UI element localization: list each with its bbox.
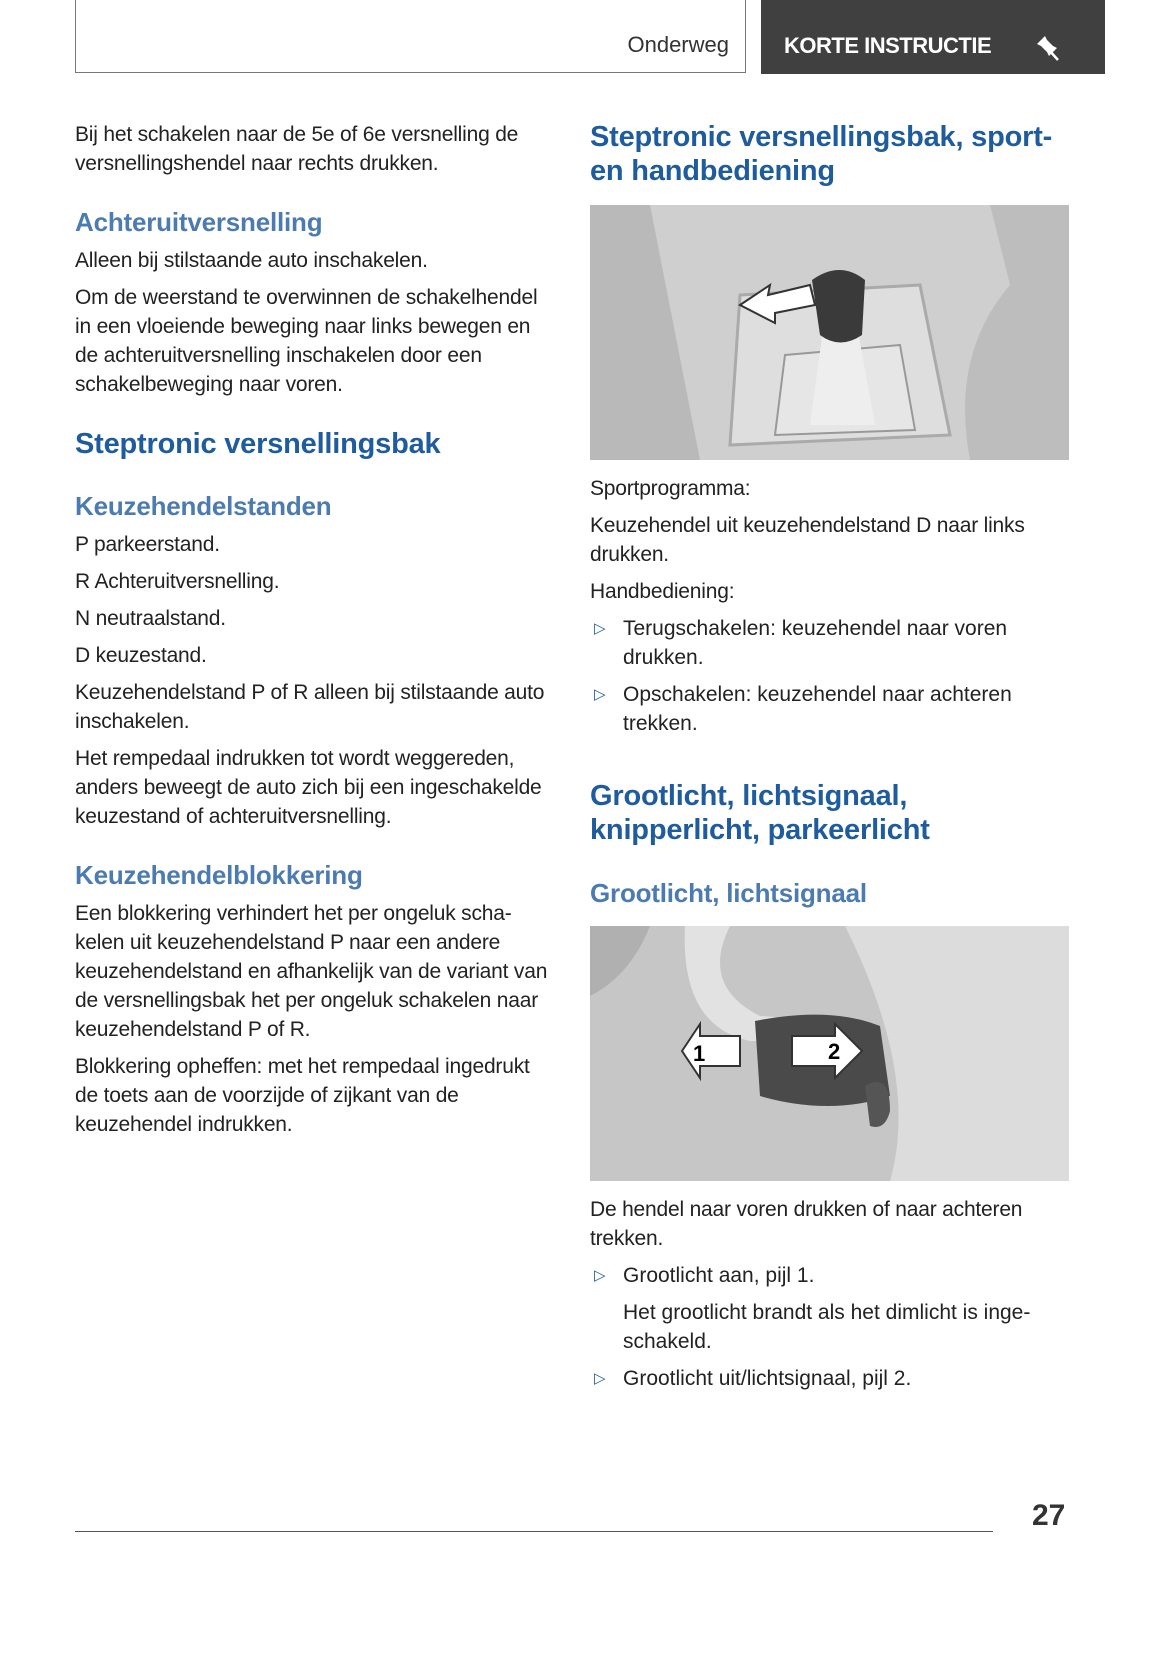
- bullet-triangle-icon: ▷: [594, 1267, 606, 1284]
- list-item-text: Terugschakelen: keuzehendel naar voren drukken.: [623, 617, 1008, 669]
- bullet-triangle-icon: ▷: [594, 686, 606, 703]
- sport-text-3: Handbediening:: [590, 580, 735, 603]
- positions-heading: Keuzehendelstanden: [75, 491, 332, 521]
- position-item: P parkeerstand.: [75, 533, 220, 556]
- list-item-text: Grootlicht uit/lichtsignaal, pijl 2.: [623, 1367, 912, 1390]
- list-item: [590, 680, 1070, 738]
- lights-list: [590, 1261, 1070, 1393]
- sport-heading: Steptronic versnellingsbak, sport- en handbediening: [590, 121, 1053, 187]
- reverse-text-1: Alleen bij stilstaande auto inschakelen.: [75, 249, 428, 272]
- list-item-text: Grootlicht aan, pijl 1.: [623, 1264, 815, 1287]
- bullet-triangle-icon: ▷: [594, 1370, 606, 1387]
- header-section-box: [75, 0, 746, 73]
- light-stalk-illustration: [590, 926, 1069, 1181]
- lock-heading: Keuzehendelblokkering: [75, 860, 363, 890]
- steptronic-heading: Steptronic versnellingsbak: [75, 428, 441, 460]
- lock-text-1: Een blokkering verhindert het per ongeluk schakelen uit keuzehendelstand P naar een andere keuzehendelstand en afhankelijk van de variant van de versnellingsbak het per ongeluk schakelen naar keuzehendelstand P of R.: [75, 902, 548, 1041]
- high-beam-heading: Grootlicht, lichtsignaal: [590, 878, 867, 908]
- positions-text-2: Het rempedaal indrukken tot wordt weggereden, anders beweegt de auto zich bij een ingeschakelde keuzestand of achteruitversnelling.: [75, 747, 542, 828]
- lights-heading: Grootlicht, lichtsignaal, knipperlicht, parkeerlicht: [590, 780, 930, 846]
- header-chapter-tab: [761, 0, 1105, 74]
- list-item: [590, 1261, 1070, 1290]
- arrow-label-1: 1: [693, 1041, 706, 1066]
- gear-selector-illustration: [590, 205, 1069, 460]
- lock-text-2: Blokkering opheffen: met het rempedaal ingedrukt de toets aan de voorzijde of zijkant van de keuzehendel indrukken.: [75, 1055, 530, 1136]
- left-column: [75, 120, 550, 1147]
- manual-list: [590, 614, 1070, 738]
- list-item: [590, 1364, 1070, 1393]
- sport-text-1: Sportprogramma:: [590, 477, 751, 500]
- bullet-triangle-icon: ▷: [594, 620, 606, 637]
- footer-divider: [75, 1531, 993, 1532]
- header-chapter: KORTE INSTRUCTIE: [784, 33, 992, 58]
- intro-text: Bij het schakelen naar de 5e of 6e versnelling de versnellingshendel naar rechts drukken.: [75, 123, 519, 175]
- header-section: Onderweg: [627, 32, 729, 57]
- list-item: [590, 614, 1070, 672]
- right-column: [590, 120, 1070, 1401]
- lights-text: De hendel naar voren drukken of naar achteren trekken.: [590, 1198, 1023, 1250]
- position-item: R Achteruitversnelling.: [75, 570, 280, 593]
- position-item: D keuzestand.: [75, 644, 207, 667]
- pushpin-icon: [1033, 34, 1061, 62]
- positions-text-1: Keuzehendelstand P of R alleen bij stilstaande auto inschakelen.: [75, 681, 545, 733]
- page-number: 27: [1032, 1499, 1066, 1532]
- arrow-label-2: 2: [828, 1039, 841, 1064]
- reverse-text-2: Om de weerstand te overwinnen de schakelhendel in een vloeiende beweging naar links bewegen en de achteruitversnelling inschakelen door een schakelbeweging naar voren.: [75, 286, 538, 396]
- list-item-subtext: [590, 1298, 1070, 1356]
- list-item-text: Opschakelen: keuzehendel naar achteren trekken.: [623, 683, 1012, 735]
- sport-text-2: Keuzehendel uit keuzehendelstand D naar links drukken.: [590, 514, 1025, 566]
- list-item-text: Het grootlicht brandt als het dimlicht is ingeschakeld.: [623, 1301, 1031, 1353]
- position-item: N neutraalstand.: [75, 607, 226, 630]
- reverse-heading: Achteruitversnelling: [75, 207, 323, 237]
